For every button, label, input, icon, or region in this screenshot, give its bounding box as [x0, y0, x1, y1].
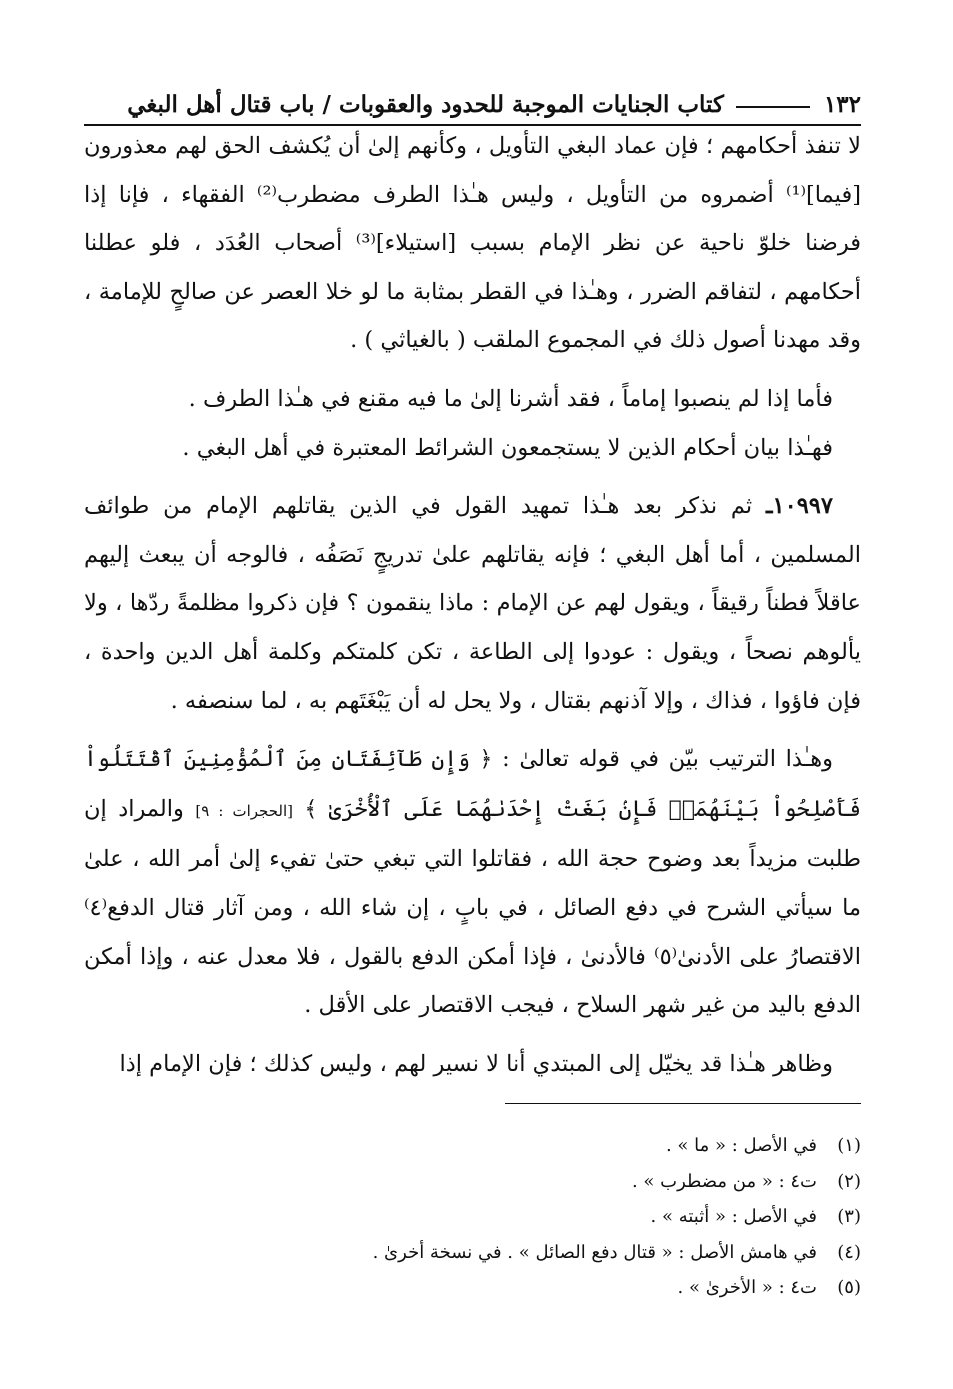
- tartib-text: والمراد إن طلبت مزيداً بعد وضوح حجة الله ، فقاتلوا التي تبغي حتىٰ تفيء إلىٰ أمر الله ، علىٰ ما سيأتي الشرح في دفع الصائل ، في بابٍ ، إن شاء الله ، ومن آثار قتال الدفع⁽٤⁾ الاقتصارُ على الأدنىٰ⁽٥⁾ فالأدنىٰ ، فإذا أمكن الدفع بالقول ، فلا معدل عنه ، وإذا أمكن الدفع باليد من غير شهر السلاح ، فيجب الاقتصار على الأقل .: [84, 795, 861, 1019]
- footnote-text: في الأصل : « أثبته » .: [650, 1206, 817, 1227]
- quran-verse: ﴿ وَإِن طَآئِفَتَانِ مِنَ ٱلْمُؤْمِنِينَ ٱقْتَتَلُواْ فَأَصْلِحُواْ بَيْنَهُمَاۖ فَإِنۢ بَغَتْ إِحْدَىٰهُمَا عَلَى ٱلْأُخْرَىٰ ﴾: [84, 747, 862, 822]
- page-number: ١٣٢: [823, 91, 861, 118]
- footnotes: [300, 1128, 861, 1306]
- footnote-text: في الأصل : « ما » .: [665, 1135, 817, 1156]
- section-1997: [84, 482, 861, 725]
- tartib-intro: وهـٰذا الترتيب بيّن في قوله تعالىٰ :: [502, 746, 833, 773]
- verse-reference: [الحجرات : ٩]: [195, 801, 293, 820]
- footnote-separator: [505, 1103, 861, 1104]
- header-dash: [736, 106, 810, 108]
- main-text: [84, 122, 861, 1088]
- footnote-number: (٢): [837, 1170, 861, 1192]
- paragraph: فهـٰذا بيان أحكام الذين لا يستجمعون الشرائط المعتبرة في أهل البغي .: [182, 434, 833, 461]
- footnote-number: (١): [837, 1135, 861, 1156]
- footnote-text: في هامش الأصل : « قتال دفع الصائل » . في نسخة أخرىٰ .: [372, 1241, 817, 1263]
- section-number: ١٠٩٩٧ـ: [765, 493, 833, 520]
- footnote-number: (٣): [837, 1206, 861, 1227]
- footnote-text: ت٤ : « من مضطرب » .: [631, 1170, 817, 1192]
- footnote: [300, 1270, 861, 1306]
- running-header: [84, 72, 861, 126]
- footnote: [300, 1199, 861, 1235]
- running-title: كتاب الجنايات الموجبة للحدود والعقوبات / باب قتال أهل البغي: [127, 91, 724, 118]
- paragraph: فأما إذا لم ينصبوا إماماً ، فقد أشرنا إلىٰ ما فيه مقنع في هـٰذا الطرف .: [188, 385, 833, 412]
- tartib-paragraph: [84, 735, 861, 1030]
- paragraph-continuation: لا تنفذ أحكامهم ؛ فإن عماد البغي التأويل ، وكأنهم إلىٰ أن يُكشف الحق لهم معذورون [فيما]⁽¹⁾ أضمروه من التأويل ، وليس هـٰذا الطرف مضطرب⁽²⁾ الفقهاء ، فإنا إذا فرضنا خلوّ ناحية عن نظر الإمام بسبب [استيلاء]⁽³⁾ أصحاب العُدَد ، فلو عطلنا أحكامهم ، لتفاقم الضرر ، وهـٰذا في القطر بمثابة ما لو خلا العصر عن صالحٍ للإمامة ، وقد مهدنا أصول ذلك في المجموع الملقب ( بالغياثي ) .: [84, 133, 861, 354]
- footnote-number: (٤): [837, 1241, 861, 1263]
- footnote-number: (٥): [837, 1277, 861, 1298]
- footnote: [300, 1128, 861, 1164]
- footnote: [300, 1235, 861, 1271]
- footnote-text: ت٤ : « الأخرىٰ » .: [677, 1277, 817, 1298]
- last-paragraph: وظاهر هـٰذا قد يخيّل إلى المبتدي أنا لا نسير لهم ، وليس كذلك ؛ فإن الإمام إذا: [119, 1050, 833, 1077]
- footnote: [300, 1164, 861, 1200]
- section-text: ثم نذكر بعد هـٰذا تمهيد القول في الذين يقاتلهم الإمام من طوائف المسلمين ، أما أهل البغي ؛ فإنه يقاتلهم علىٰ تدريجٍ نَصَفُه ، فالوجه أن يبعث إليهم عاقلاً فطناً رقيقاً ، ويقول لهم عن الإمام : ماذا ينقمون ؟ فإن ذكروا مظلمةً ردّها ، ولا يألوهم نصحاً ، ويقول : عودوا إلى الطاعة ، تكن كلمتكم وكلمة أهل الدين واحدة ، فإن فاؤوا ، فذاك ، وإلا آذنهم بقتال ، ولا يحل له أن يَبْغَتَهم به ، لما سنصفه .: [84, 493, 861, 714]
